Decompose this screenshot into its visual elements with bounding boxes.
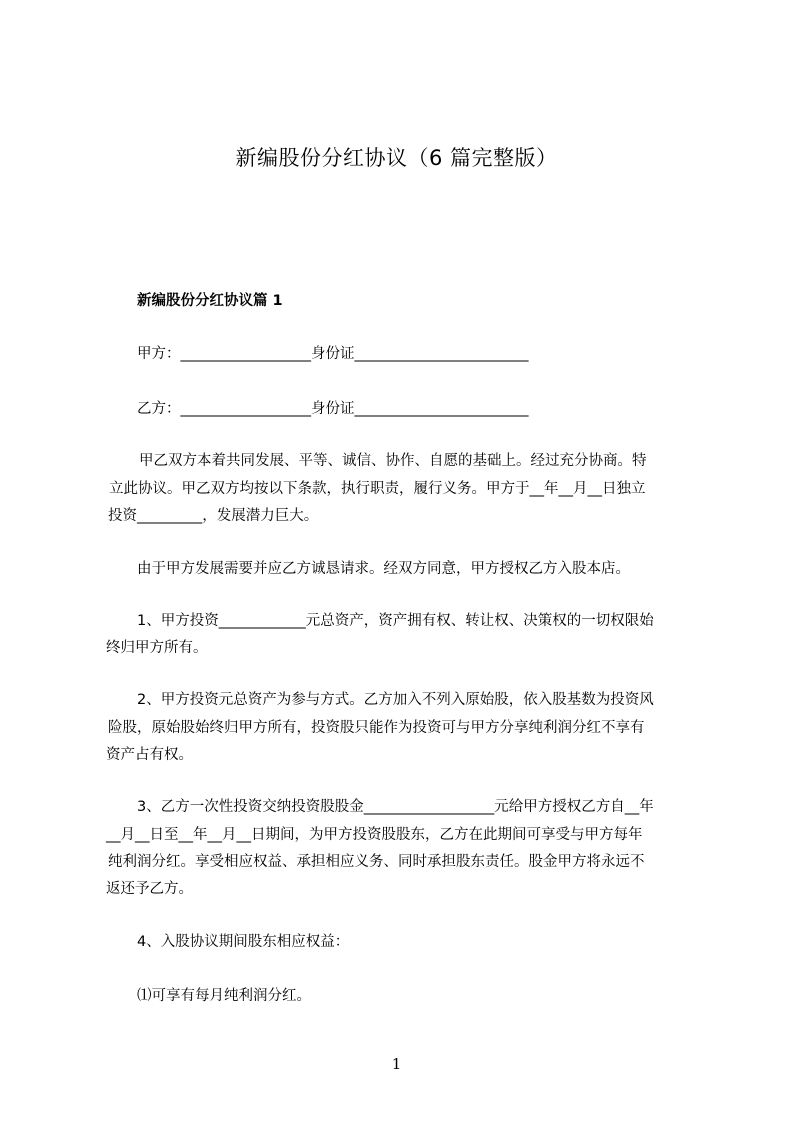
page-number: 1 — [391, 1055, 402, 1073]
paragraph-line: 3、乙方一次性投资交纳投资股股金__________________元给甲方授权乙方自__年 — [137, 799, 654, 815]
paragraph-line: 纯利润分红。享受相应权益、承担相应义务、同时承担股东责任。股金甲方将永远不 — [108, 854, 645, 870]
paragraph-line: 投资_________，发展潜力巨大。 — [108, 508, 319, 524]
paragraph-line: 返还予乙方。 — [106, 881, 193, 897]
section-heading: 新编股份分红协议篇 1 — [137, 293, 283, 309]
clause-4-item-1: ⑴可享有每月纯利润分红。 — [137, 988, 311, 1004]
document-title: 新编股份分红协议（6 篇完整版） — [235, 146, 558, 170]
paragraph-line: 2、甲方投资元总资产为参与方式。乙方加入不列入原始股，依入股基数为投资风 — [137, 692, 654, 708]
paragraph-line: 终归甲方所有。 — [106, 640, 208, 656]
request-paragraph: 由于甲方发展需要并应乙方诚恳请求。经双方同意，甲方授权乙方入股本店。 — [137, 561, 630, 577]
paragraph-line: 1、甲方投资____________元总资产，资产拥有权、转让权、决策权的一切权限始 — [137, 613, 654, 629]
paragraph-line: __月__日至__年__月__日期间，为甲方投资股股东，乙方在此期间可享受与甲方每年 — [106, 827, 643, 843]
party-a-line: 甲方：__________________身份证________________________ — [137, 346, 529, 362]
party-b-line: 乙方：__________________身份证________________________ — [137, 401, 529, 417]
paragraph-line: 甲乙双方本着共同发展、平等、诚信、协作、自愿的基础上。经过充分协商。特 — [139, 453, 647, 469]
paragraph-line: 资产占有权。 — [106, 747, 193, 763]
paragraph-line: 险股，原始股始终归甲方所有，投资股只能作为投资可与甲方分享纯利润分红不享有 — [108, 720, 645, 736]
clause-4: 4、入股协议期间股东相应权益： — [137, 934, 350, 950]
paragraph-line: 立此协议。甲乙双方均按以下条款，执行职责，履行义务。甲方于__年__月__日独立 — [109, 481, 646, 497]
